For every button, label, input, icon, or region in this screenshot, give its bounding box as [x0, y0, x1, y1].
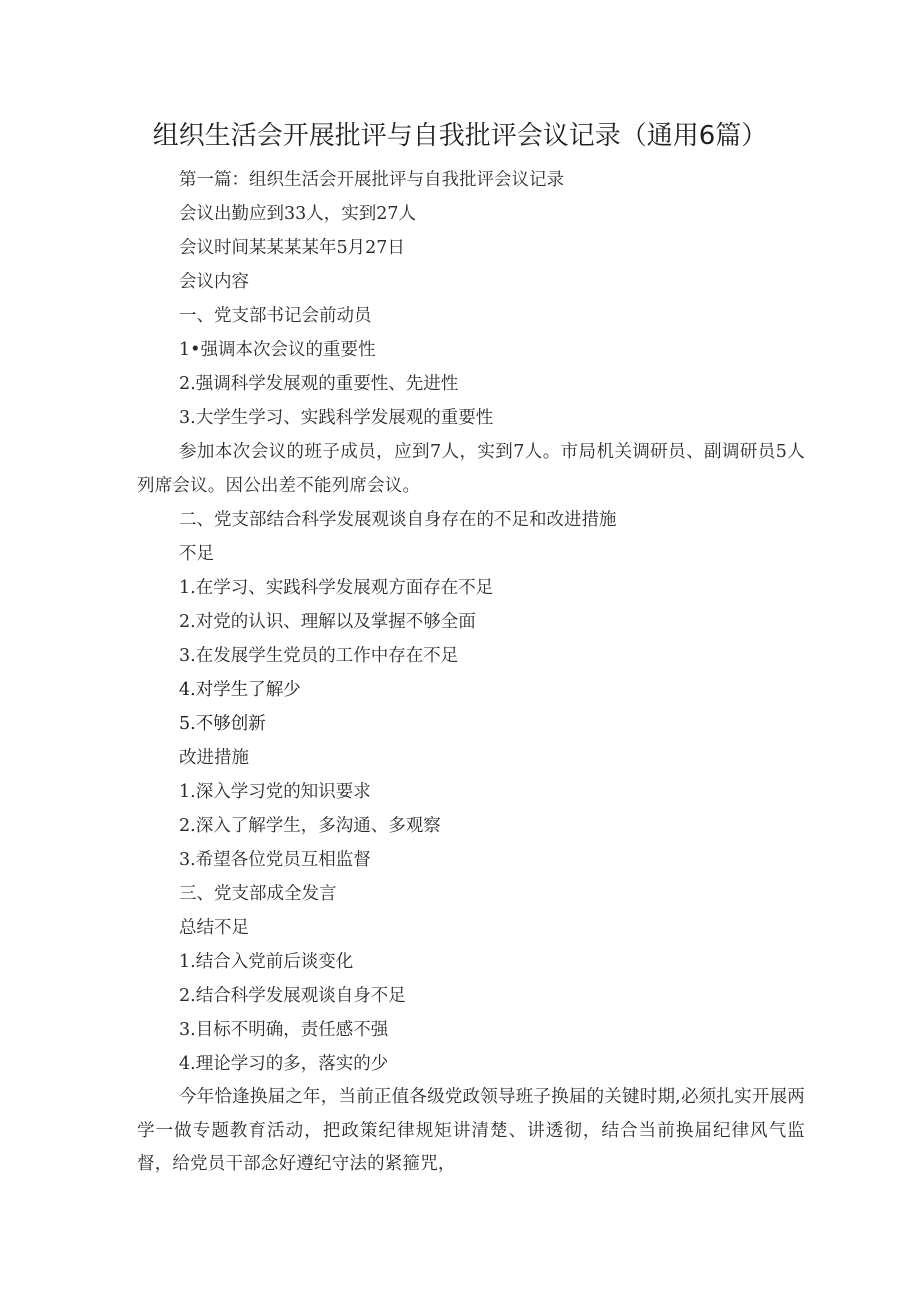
list-item: 4.理论学习的多，落实的少: [179, 1054, 389, 1074]
list-item: 1.在学习、实践科学发展观方面存在不足: [179, 578, 494, 598]
meeting-content-heading: 会议内容: [179, 272, 249, 292]
attendance-line: 会议出勤应到33人，实到27人: [179, 204, 417, 224]
list-item: 3.大学生学习、实践科学发展观的重要性: [179, 408, 494, 428]
list-item: 3.希望各位党员互相监督: [179, 850, 371, 870]
list-item: 4.对学生了解少: [179, 680, 301, 700]
list-item: 2.深入了解学生，多沟通、多观察: [179, 816, 441, 836]
list-item: 2.结合科学发展观谈自身不足: [179, 986, 406, 1006]
list-item: 5.不够创新: [179, 714, 266, 734]
subheading-shortcomings: 不足: [179, 544, 214, 564]
list-item: 2.强调科学发展观的重要性、先进性: [179, 374, 459, 394]
section-heading-3: 三、党支部成全发言: [179, 884, 337, 904]
section-heading-2: 二、党支部结合科学发展观谈自身存在的不足和改进措施: [179, 510, 617, 530]
list-item: 2.对党的认识、理解以及掌握不够全面: [179, 612, 476, 632]
subheading-improvements: 改进措施: [179, 748, 249, 768]
paragraph-closing: 今年恰逢换届之年，当前正值各级党政领导班子换届的关键时期,必须扎实开展两学一做专题教育活动，把政策纪律规矩讲清楚、讲透彻，结合当前换届纪律风气监督，给党员干部念好遵纪守法的紧箍咒，: [137, 1087, 805, 1174]
list-item: 1.结合入党前后谈变化: [179, 952, 354, 972]
section-heading-first-article: 第一篇：组织生活会开展批评与自我批评会议记录: [179, 170, 564, 190]
section-heading-1: 一、党支部书记会前动员: [179, 306, 372, 326]
list-item: 1.深入学习党的知识要求: [179, 782, 371, 802]
paragraph-attendance-detail: 参加本次会议的班子成员，应到7人，实到7人。市局机关调研员、副调研员5人列席会议。因公出差不能列席会议。: [137, 442, 805, 496]
subheading-summary: 总结不足: [179, 918, 249, 938]
list-item: 3.在发展学生党员的工作中存在不足: [179, 646, 459, 666]
document-title: 组织生活会开展批评与自我批评会议记录（通用6篇）: [152, 121, 768, 151]
list-item: 1•强调本次会议的重要性: [179, 340, 376, 360]
meeting-time-line: 会议时间某某某某年5月27日: [179, 238, 405, 258]
list-item: 3.目标不明确，责任感不强: [179, 1020, 389, 1040]
